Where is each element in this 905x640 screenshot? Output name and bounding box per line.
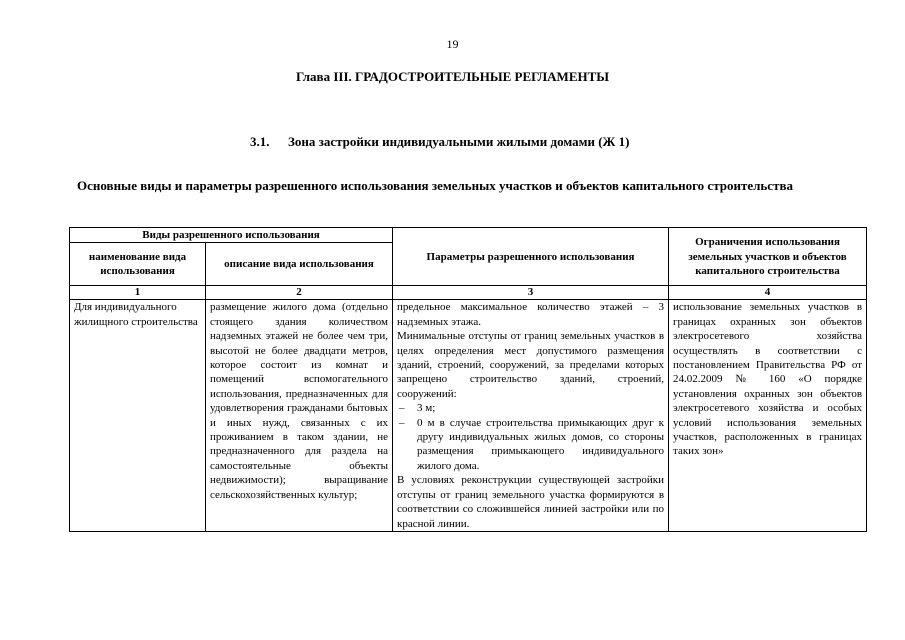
regulations-table [69,227,867,532]
params-setbacks: Минимальные отступы от границ земельных участков в целях определения мест допустимого размещения зданий, строений, сооружений, за пределами которых запрещено строительство зданий, строений, сооружений: [397,330,665,400]
column-number-2: 2 [206,286,393,300]
list-item: – 3 м; [397,401,664,415]
use-name-cell: Для индивидуального жилищного строительства [70,300,206,532]
chapter-title: Глава III. ГРАДОСТРОИТЕЛЬНЫЕ РЕГЛАМЕНТЫ [295,69,610,84]
column-number-1: 1 [70,286,206,300]
page-number: 19 [446,37,459,51]
column-number-3: 3 [393,286,669,300]
header-group-cell: Виды разрешенного использования [70,228,393,243]
setback-list [397,401,664,473]
section-number: 3.1. [250,134,270,149]
header-restrictions-cell: Ограничения использования земельных участков и объектов капитального строительства [669,228,867,286]
column-numbers-row [70,286,867,300]
header-params-cell: Параметры разрешенного использования [393,228,669,286]
restrictions-cell: использование земельных участков в границах охранных зон объектов электросетевого хозяйства осуществлять в соответствии с постановлением Правительства РФ от 24.02.2009 № 160 «О порядке установления охранных зон объектов электросетевого хозяйства и особых условий использования земельных участков, расположенных в границах таких зон» [669,300,867,532]
params-reconstruction: В условиях реконструкции существующей застройки отступы от границ земельного участка формируются в соответствии со сложившейся линией застройки или по красной линии. [397,474,665,530]
table-row [70,300,867,532]
header-row-1 [70,228,867,243]
column-number-4: 4 [669,286,867,300]
params-cell [393,300,669,532]
list-item: – 0 м в случае строительства примыкающих друг к другу индивидуальных жилых домов, со стороны размещения примыкающего индивидуального жилого дома. [397,416,664,474]
section-title-text: Зона застройки индивидуальными жилыми домами (Ж 1) [288,134,630,149]
section-title [250,134,629,150]
table-caption: Основные виды и параметры разрешенного использования земельных участков и объектов капитального строительства [77,178,793,193]
use-description-cell: размещение жилого дома (отдельно стоящего здания количеством надземных этажей не более чем три, высотой не более двадцати метров, которое состоит из комнат и помещений вспомогательного использования, предназначенных для удовлетворения гражданами бытовых и иных нужд, связанных с их проживанием в таком здании, не предназначенного для раздела на самостоятельные объекты недвижимости); выращивание сельскохозяйственных культур; [206,300,393,532]
header-description-cell: описание вида использования [206,243,393,286]
params-max-floors: предельное максимальное количество этажей – 3 надземных этажа. [397,301,665,328]
header-name-cell: наименование вида использования [70,243,206,286]
